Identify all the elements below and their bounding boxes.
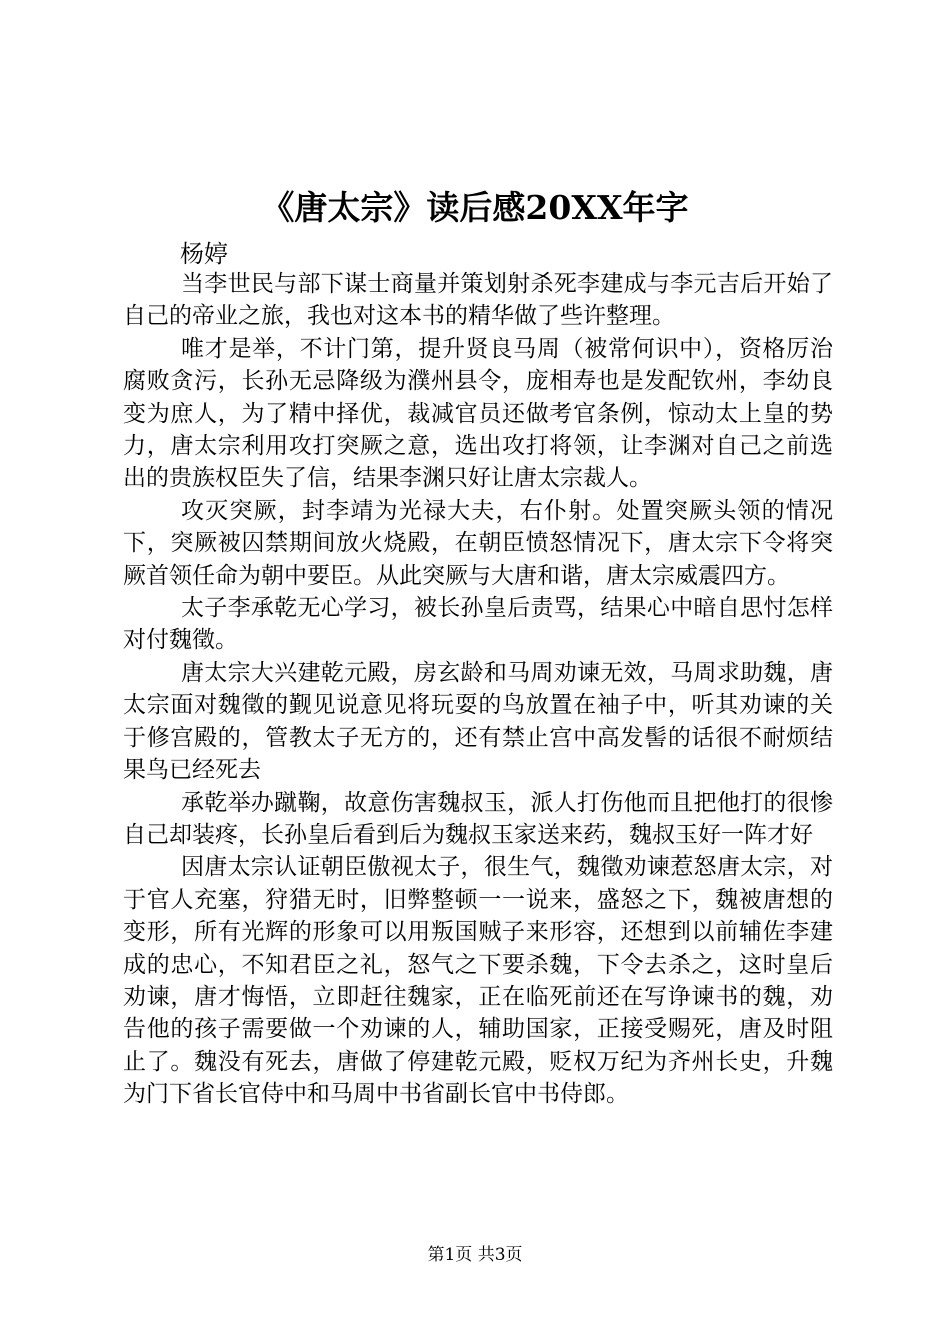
document-title: 《唐太宗》读后感20XX年字 xyxy=(261,188,689,227)
paragraph: 攻灭突厥，封李靖为光禄大夫，右仆射。处置突厥头领的情况下，突厥被囚禁期间放火烧殿，在朝臣愤怒情况下，唐太宗下令将突厥首领任命为朝中要臣。从此突厥与大唐和谐，唐太宗威震四方。 xyxy=(123,497,833,589)
paragraph: 唯才是举，不计门第，提升贤良马周（被常何识中），资格厉治腐败贪污，长孙无忌降级为濮州县令，庞相寿也是发配钦州，李幼良变为庶人，为了精中择优，裁减官员还做考官条例，惊动太上皇的势力，唐太宗利用攻打突厥之意，选出攻打将领，让李渊对自己之前选出的贵族权臣失了信，结果李渊只好让唐太宗裁人。 xyxy=(123,335,833,492)
author-name: 杨婷 xyxy=(180,240,228,268)
paragraph: 承乾举办蹴鞠，故意伤害魏叔玉，派人打伤他而且把他打的很惨自己却装疼，长孙皇后看到后为魏叔玉家送来药，魏叔玉好一阵才好 xyxy=(123,789,833,848)
paragraph: 太子李承乾无心学习，被长孙皇后责骂，结果心中暗自思忖怎样对付魏徵。 xyxy=(123,595,833,654)
document-body xyxy=(123,268,833,1111)
paragraph: 因唐太宗认证朝臣傲视太子，很生气，魏徵劝谏惹怒唐太宗，对于官人充塞，狩猎无时，旧弊整顿一一说来，盛怒之下，魏被唐想的变形，所有光辉的形象可以用叛国贼子来形容，还想到以前辅佐李建成的忠心，不知君臣之礼，怒气之下要杀魏，下令去杀之，这时皇后劝谏，唐才悔悟，立即赶往魏家，正在临死前还在写诤谏书的魏，劝告他的孩子需要做一个劝谏的人，辅助国家，正接受赐死，唐及时阻止了。魏没有死去，唐做了停建乾元殿，贬权万纪为齐州长史，升魏为门下省长官侍中和马周中书省副长官中书侍郎。 xyxy=(123,854,833,1108)
paragraph: 当李世民与部下谋士商量并策划射杀死李建成与李元吉后开始了自己的帝业之旅，我也对这本书的精华做了些许整理。 xyxy=(123,271,833,330)
page-footer: 第1页 共3页 xyxy=(427,1245,523,1265)
paragraph: 唐太宗大兴建乾元殿，房玄龄和马周劝谏无效，马周求助魏，唐太宗面对魏徵的觐见说意见将玩耍的鸟放置在袖子中，听其劝谏的关于修宫殿的，管教太子无方的，还有禁止宫中高发髻的话很不耐烦结果鸟已经死去 xyxy=(123,659,833,784)
